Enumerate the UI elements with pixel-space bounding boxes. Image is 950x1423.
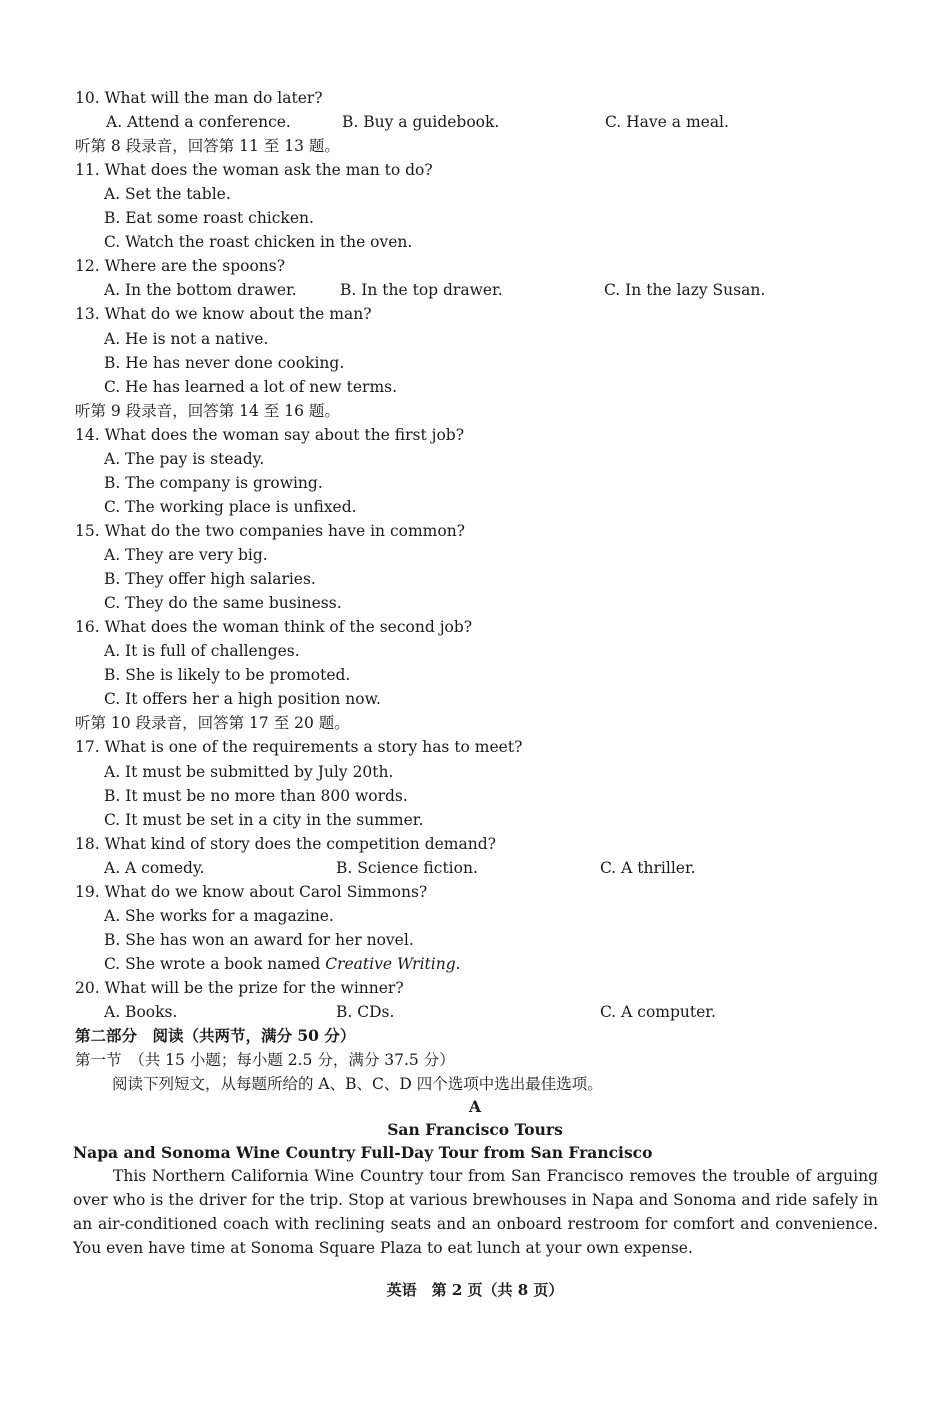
q10-option-c: C. Have a meal. — [605, 113, 729, 131]
passage-title: San Francisco Tours — [387, 1120, 563, 1139]
question-18: 18. What kind of story does the competition demand? — [75, 835, 496, 853]
q12-option-b: B. In the top drawer. — [340, 281, 503, 299]
q17-option-c: C. It must be set in a city in the summer. — [104, 811, 424, 829]
q19-book-title: Creative Writing — [325, 955, 456, 973]
part2-section1: 第一节 （共 15 小题；每小题 2.5 分，满分 37.5 分） — [75, 1051, 455, 1069]
q11-option-c: C. Watch the roast chicken in the oven. — [104, 233, 413, 251]
q12-option-c: C. In the lazy Susan. — [604, 281, 766, 299]
q16-option-a: A. It is full of challenges. — [104, 642, 300, 660]
q16-option-c: C. It offers her a high position now. — [104, 690, 381, 708]
q19-option-c-period: . — [455, 955, 461, 973]
q20-option-b: B. CDs. — [336, 1003, 395, 1021]
q11-option-a: A. Set the table. — [104, 185, 231, 203]
q20-option-a: A. Books. — [104, 1003, 178, 1021]
q20-option-c: C. A computer. — [600, 1003, 716, 1021]
q17-option-a: A. It must be submitted by July 20th. — [104, 763, 394, 781]
question-15: 15. What do the two companies have in common? — [75, 522, 465, 540]
question-10: 10. What will the man do later? — [75, 89, 323, 107]
passage-subtitle: Napa and Sonoma Wine Country Full-Day Tour from San Francisco — [73, 1143, 653, 1162]
part2-heading: 第二部分 阅读（共两节，满分 50 分） — [75, 1026, 356, 1045]
question-16: 16. What does the woman think of the second job? — [75, 618, 473, 636]
question-19: 19. What do we know about Carol Simmons? — [75, 883, 428, 901]
passage-body — [73, 1164, 878, 1260]
q14-option-c: C. The working place is unfixed. — [104, 498, 357, 516]
question-20: 20. What will be the prize for the winner? — [75, 979, 404, 997]
q11-option-b: B. Eat some roast chicken. — [104, 209, 314, 227]
part2-instruction: 阅读下列短文，从每题所给的 A、B、C、D 四个选项中选出最佳选项。 — [112, 1075, 603, 1093]
q15-option-b: B. They offer high salaries. — [104, 570, 316, 588]
q19-option-c-text: C. She wrote a book named — [104, 955, 326, 973]
q10-option-b: B. Buy a guidebook. — [342, 113, 500, 131]
section-9-instruction: 听第 9 段录音，回答第 14 至 16 题。 — [75, 402, 340, 420]
q15-option-c: C. They do the same business. — [104, 594, 342, 612]
question-17: 17. What is one of the requirements a story has to meet? — [75, 738, 523, 756]
section-10-instruction: 听第 10 段录音，回答第 17 至 20 题。 — [75, 714, 350, 732]
q17-option-b: B. It must be no more than 800 words. — [104, 787, 408, 805]
q12-option-a: A. In the bottom drawer. — [104, 281, 297, 299]
page-footer: 英语 第 2 页（共 8 页） — [386, 1281, 564, 1299]
q18-option-c: C. A thriller. — [600, 859, 696, 877]
section-8-instruction: 听第 8 段录音，回答第 11 至 13 题。 — [75, 137, 340, 155]
q19-option-a: A. She works for a magazine. — [104, 907, 334, 925]
passage-body-text: This Northern California Wine Country tour from San Francisco removes the trouble of arguing over who is the driver for the trip. Stop at various brewhouses in Napa and Sonoma and ride safely in an air-conditioned coach with reclining seats and an onboard restroom for comfort and convenience. You even have time at Sonoma Square Plaza to eat lunch at your own expense. — [73, 1167, 878, 1257]
q16-option-b: B. She is likely to be promoted. — [104, 666, 351, 684]
question-11: 11. What does the woman ask the man to do? — [75, 161, 433, 179]
question-13: 13. What do we know about the man? — [75, 305, 372, 323]
question-12: 12. Where are the spoons? — [75, 257, 286, 275]
q18-option-b: B. Science fiction. — [336, 859, 478, 877]
passage-letter: A — [468, 1097, 482, 1116]
q19-option-c — [104, 952, 461, 976]
q14-option-a: A. The pay is steady. — [104, 450, 265, 468]
q13-option-c: C. He has learned a lot of new terms. — [104, 378, 398, 396]
q13-option-a: A. He is not a native. — [104, 330, 269, 348]
q19-option-b: B. She has won an award for her novel. — [104, 931, 414, 949]
question-14: 14. What does the woman say about the first job? — [75, 426, 465, 444]
q10-option-a: A. Attend a conference. — [106, 113, 291, 131]
q15-option-a: A. They are very big. — [104, 546, 268, 564]
q13-option-b: B. He has never done cooking. — [104, 354, 345, 372]
q14-option-b: B. The company is growing. — [104, 474, 323, 492]
q18-option-a: A. A comedy. — [104, 859, 205, 877]
